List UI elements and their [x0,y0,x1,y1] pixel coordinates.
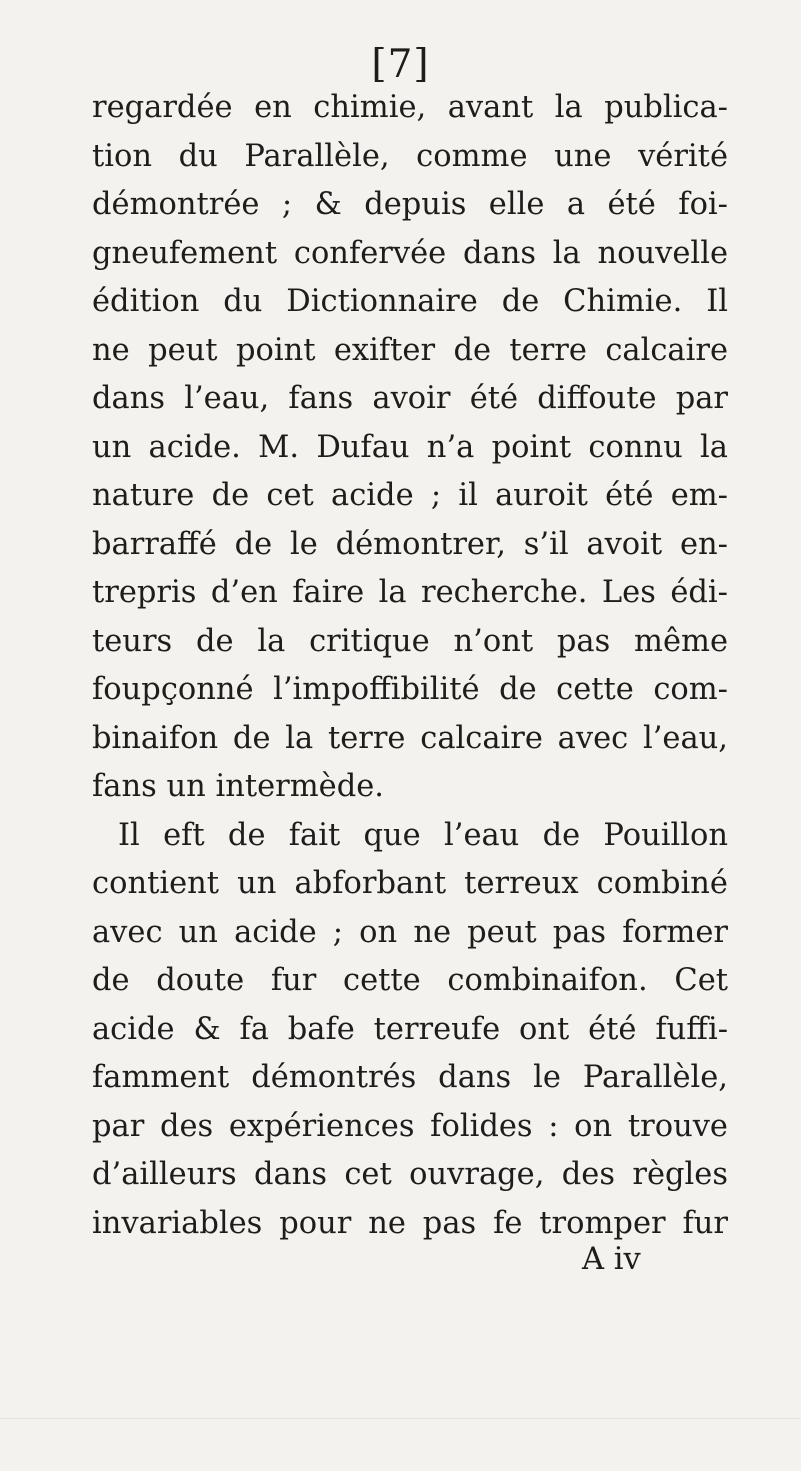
text-line: tion du Parallèle, comme une vérité [92,138,728,174]
text-line: par des expériences folides : on trouve [92,1108,728,1144]
paragraph-end-line: fans un intermède. [92,769,384,804]
text-line: regardée en chimie, avant la publica- [92,90,728,125]
bottom-divider [0,1418,801,1419]
page-number: [7] [371,42,430,87]
text-line: nature de cet acide ; il auroit été em- [92,478,728,513]
text-line: teurs de la critique n’ont pas même [92,623,728,659]
text-line: trepris d’en faire la recherche. Les édi- [92,575,728,610]
signature-mark: A iv [582,1242,641,1277]
text-line: dans l’eau, fans avoir été diffoute par [92,381,728,416]
text-line: avec un acide ; on ne peut pas former [92,914,728,950]
text-line: de doute fur cette combinaifon. Cet [92,963,728,998]
text-line: démontrée ; & depuis elle a été foi- [92,187,728,222]
text-line: famment démontrés dans le Parallèle, [92,1060,728,1095]
text-line: barraffé de le démontrer, s’il avoit en- [92,526,728,562]
text-line: contient un abforbant terreux combiné [92,866,728,901]
text-line: ne peut point exifter de terre calcaire [92,332,728,368]
text-line: invariables pour ne pas fe tromper fur [92,1205,728,1241]
text-line: acide & fa bafe terreufe ont été fuffi- [92,1011,728,1047]
text-line: édition du Dictionnaire de Chimie. Il [92,284,728,319]
text-line: un acide. M. Dufau n’a point connu la [92,429,728,465]
paragraph-start-line: Il eft de fait que l’eau de Pouillon [118,817,728,853]
text-line: foupçonné l’impoffibilité de cette com- [92,672,728,707]
text-line: d’ailleurs dans cet ouvrage, des règles [92,1157,728,1192]
body-text [92,84,728,1248]
text-line: binaifon de la terre calcaire avec l’eau, [92,720,728,756]
text-line: gneufement confervée dans la nouvelle [92,235,728,271]
